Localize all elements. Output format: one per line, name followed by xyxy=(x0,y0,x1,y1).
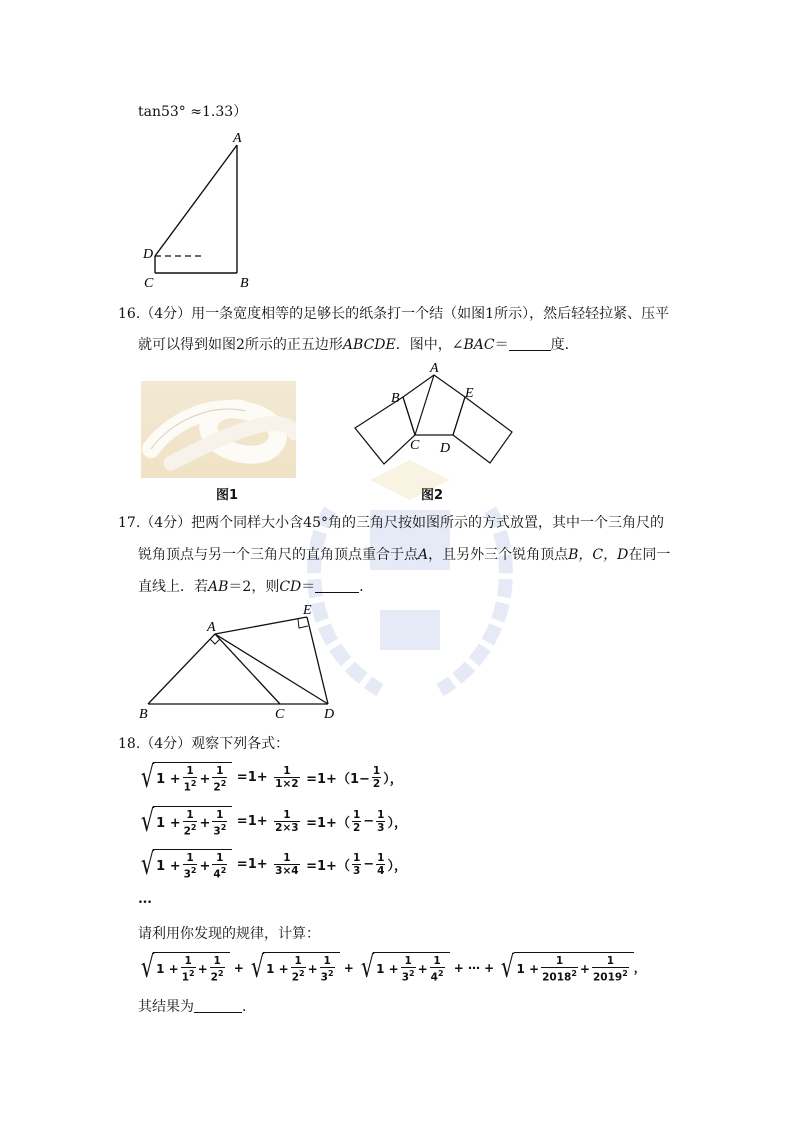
segment-ac xyxy=(215,634,280,704)
label-b: B xyxy=(391,391,400,406)
q15-tail-text: tan53° ≈1.33） xyxy=(138,104,248,120)
q18-ellipsis: … xyxy=(138,891,152,907)
label-c: C xyxy=(144,276,154,291)
q16-line1: 16.（4分）用一条宽度相等的足够长的纸条打一个结（如图1所示），然后轻轻拉紧、压平 xyxy=(118,306,670,322)
label-d: D xyxy=(440,441,451,456)
q15-triangle-figure xyxy=(130,130,260,295)
q16-answer-blank[interactable] xyxy=(509,336,551,351)
q18-row1: √ 1 + $\frac{1}{1^2}$ + $\frac{1}{2^2}$ =1+ $\frac{1}{1\times 2}$ =1+（1− $\frac{1}{2}$ ）， xyxy=(140,759,403,795)
q18-title: 18.（4分）观察下列各式： xyxy=(118,736,290,752)
q17-line3: 直线上．若AB＝2，则CD＝ ． xyxy=(138,579,374,595)
set-squares-figure xyxy=(135,600,345,722)
knot-photo xyxy=(141,381,296,478)
q18-sum-expression: √ 1 + $\frac{1}{1^2}$ + $\frac{1}{2^2}$ + √ 1 + $\frac{1}{2^2}$ + $\frac{1}{3^2}$ + √ 1 + $\frac{1}{3^2}$ + $\frac{1}{4^2}$ + ⋯ + √ 1 + $\frac{1}{2018^2}$ + $\frac{1}{2019^2}$ ， xyxy=(140,949,646,985)
q17-answer-blank[interactable] xyxy=(315,578,359,593)
label-d: D xyxy=(143,247,154,262)
q17-line1: 17.（4分）把两个同样大小含45°角的三角尺按如图所示的方式放置，其中一个三角尺的 xyxy=(118,515,664,531)
label-b: B xyxy=(139,707,148,722)
fig1-caption: 图1 xyxy=(216,488,239,503)
q18-result-line: 其结果为 ． xyxy=(138,999,256,1015)
side-da xyxy=(155,145,237,256)
segment-ad xyxy=(215,634,328,704)
right-angle-mark-a xyxy=(210,639,220,644)
segment-ae xyxy=(215,617,307,634)
segment-ed xyxy=(307,617,328,704)
label-c: C xyxy=(275,707,285,722)
q17-line2: 锐角顶点与另一个三角尺的直角顶点重合于点A，且另外三个锐角顶点B，C，D在同一 xyxy=(138,547,671,563)
label-e: E xyxy=(465,386,474,401)
label-c: C xyxy=(410,438,420,453)
q18-row2: √ 1 + $\frac{1}{2^2}$ + $\frac{1}{3^2}$ =1+ $\frac{1}{2\times 3}$ =1+（ $\frac{1}{2}$ − $\frac{1}{3}$ ）， xyxy=(140,803,407,839)
label-a: A xyxy=(430,361,439,376)
segment-ab xyxy=(148,634,215,704)
q16-line2: 就可以得到如图2所示的正五边形ABCDE．图中，∠BAC＝ 度． xyxy=(138,337,579,353)
segment-ac xyxy=(415,375,434,435)
q18-answer-blank[interactable] xyxy=(194,998,242,1013)
q18-row3: √ 1 + $\frac{1}{3^2}$ + $\frac{1}{4^2}$ =1+ $\frac{1}{3\times 4}$ =1+（ $\frac{1}{3}$ − $\frac{1}{4}$ ）， xyxy=(140,846,407,882)
label-a: A xyxy=(233,131,242,146)
fig2-caption: 图2 xyxy=(421,488,444,503)
label-a: A xyxy=(207,620,216,635)
q18-prompt: 请利用你发现的规律，计算： xyxy=(138,926,320,942)
label-e: E xyxy=(303,603,312,618)
label-b: B xyxy=(240,276,249,291)
paper-knot-image xyxy=(141,381,296,478)
label-d: D xyxy=(324,707,335,722)
right-angle-mark-e xyxy=(298,619,308,628)
